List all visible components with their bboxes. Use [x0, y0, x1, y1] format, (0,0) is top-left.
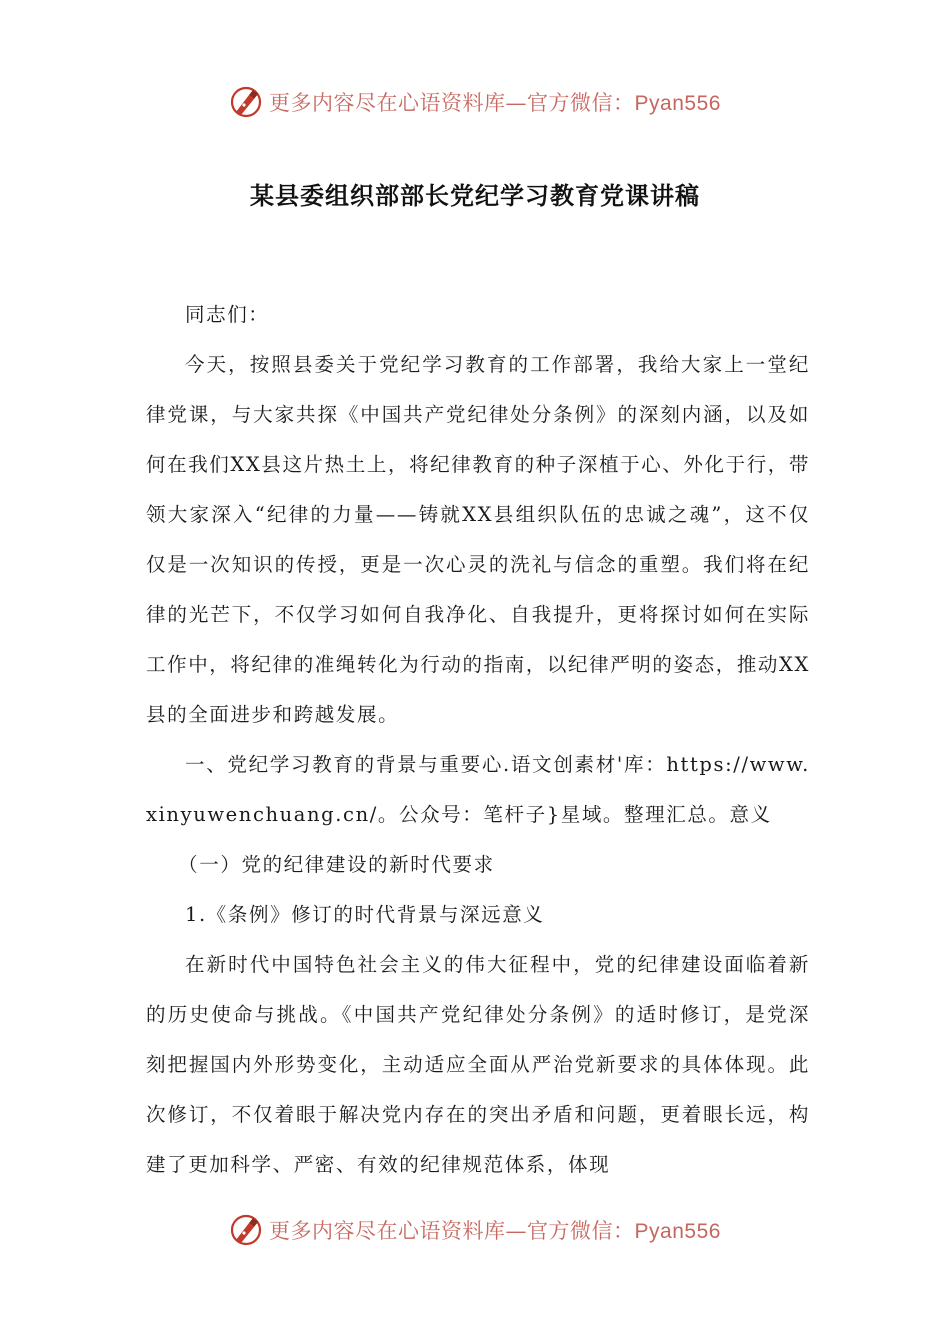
- watermark-text: 更多内容尽在心语资料库—官方微信：: [269, 1219, 635, 1243]
- item-heading-1: 1.《条例》修订的时代背景与深远意义: [185, 903, 545, 926]
- body-paragraph: 在新时代中国特色社会主义的伟大征程中，党的纪律建设面临着新的历史使命与挑战。《中国共产党纪律处分条例》的适时修订，是党深刻把握国内外形势变化，主动适应全面从严治党新要求的具体体现。此次修订，不仅着眼于解决党内存在的突出矛盾和问题，更着眼长远，构建了更加科学、严密、有效的纪律规范体系，体现: [146, 953, 810, 1176]
- watermark-banner-bottom: [0, 1208, 950, 1252]
- pen-nib-circle-icon: [229, 85, 263, 119]
- salutation: 同志们：: [185, 303, 270, 326]
- document-body: [146, 290, 810, 1190]
- intro-paragraph: 今天，按照县委关于党纪学习教育的工作部署，我给大家上一堂纪律党课，与大家共探《中国共产党纪律处分条例》的深刻内涵，以及如何在我们XX县这片热土上，将纪律教育的种子深植于心、外化于行，带领大家深入“纪律的力量——铸就XX县组织队伍的忠诚之魂”，这不仅仅是一次知识的传授，更是一次心灵的洗礼与信念的重塑。我们将在纪律的光芒下，不仅学习如何自我净化、自我提升，更将探讨如何在实际工作中，将纪律的准绳转化为行动的指南，以纪律严明的姿态，推动XX县的全面进步和跨越发展。: [146, 353, 810, 726]
- watermark-banner-top: [0, 80, 950, 124]
- wechat-id: Pyan556: [634, 1220, 721, 1243]
- subsection-heading-1: （一）党的纪律建设的新时代要求: [178, 853, 495, 876]
- section-heading-1: 一、党纪学习教育的背景与重要心.语文创素材'库：https://www.xinyuwenchuang.cn/。公众号：笔杆子}星域。整理汇总。意义: [146, 753, 810, 826]
- pen-nib-circle-icon: [229, 1213, 263, 1247]
- watermark-text: 更多内容尽在心语资料库—官方微信：: [269, 91, 635, 115]
- document-title: 某县委组织部部长党纪学习教育党课讲稿: [250, 181, 700, 210]
- wechat-id: Pyan556: [634, 92, 721, 115]
